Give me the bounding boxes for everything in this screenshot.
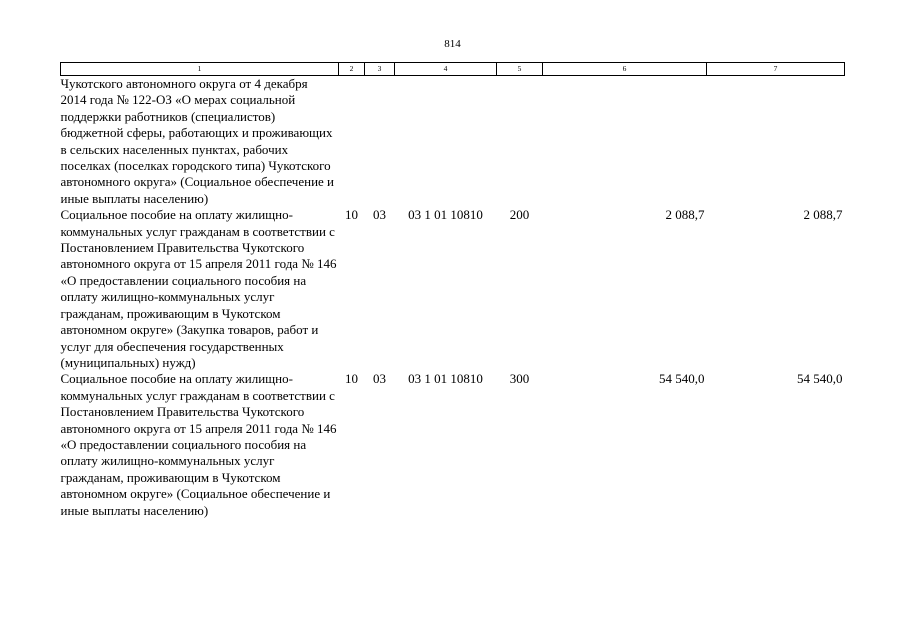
column-header-1: 1: [61, 63, 339, 76]
row-target-code: 03 1 01 10810: [408, 207, 483, 223]
row-amount-1: 2 088,7: [665, 207, 705, 223]
row-expense-type: 200: [509, 207, 530, 223]
row-target-code: [395, 76, 497, 208]
row-section: 10: [345, 371, 358, 387]
column-header-5: 5: [497, 63, 543, 76]
column-header-4: 4: [395, 63, 497, 76]
row-description: Социальное пособие на оплату жилищно-коммунальных услуг гражданам в соответствии с Постановлением Правительства Чукотского автономного округа от 15 апреля 2011 года № 146 «О предоставлении социального пособия на оплату жилищно-коммунальных услуг гражданам, проживающим в Чукотском автономном округе» (Социальное обеспечение и иные выплаты населению): [60, 371, 337, 518]
row-expense-type: [497, 76, 543, 208]
budget-table: [60, 62, 845, 519]
column-header-3: 3: [365, 63, 395, 76]
row-expense-type: 300: [509, 371, 530, 387]
row-target-code: 03 1 01 10810: [408, 371, 483, 387]
row-section: 10: [345, 207, 358, 223]
row-amount-2: 2 088,7: [803, 207, 843, 223]
column-header-6: 6: [543, 63, 707, 76]
column-header-7: 7: [707, 63, 845, 76]
page-number: 814: [444, 38, 461, 50]
row-amount-1: [543, 76, 707, 208]
table-header-row: [61, 63, 845, 76]
row-subsection: [365, 76, 395, 208]
row-amount-1: 54 540,0: [659, 371, 705, 387]
row-amount-2: [707, 76, 845, 208]
table-row: [61, 76, 845, 208]
column-header-2: 2: [339, 63, 365, 76]
row-subsection: 03: [373, 371, 386, 387]
row-amount-2: 54 540,0: [797, 371, 843, 387]
row-subsection: 03: [373, 207, 386, 223]
row-description: Социальное пособие на оплату жилищно-коммунальных услуг гражданам в соответствии с Постановлением Правительства Чукотского автономного округа от 15 апреля 2011 года № 146 «О предоставлении социального пособия на оплату жилищно-коммунальных услуг гражданам, проживающим в Чукотском автономном округе» (Закупка товаров, работ и услуг для обеспечения государственных (муниципальных) нужд): [60, 207, 337, 370]
table-row: [61, 207, 845, 371]
row-description: Чукотского автономного округа от 4 декабря 2014 года № 122-ОЗ «О мерах социальной поддержки работников (специалистов) бюджетной сферы, работающих и проживающих в сельских населенных пунктах, рабочих поселках (поселках городского типа) Чукотского автономного округа» (Социальное обеспечение и иные выплаты населению): [60, 76, 335, 206]
table-row: [61, 371, 845, 519]
row-section: [339, 76, 365, 208]
